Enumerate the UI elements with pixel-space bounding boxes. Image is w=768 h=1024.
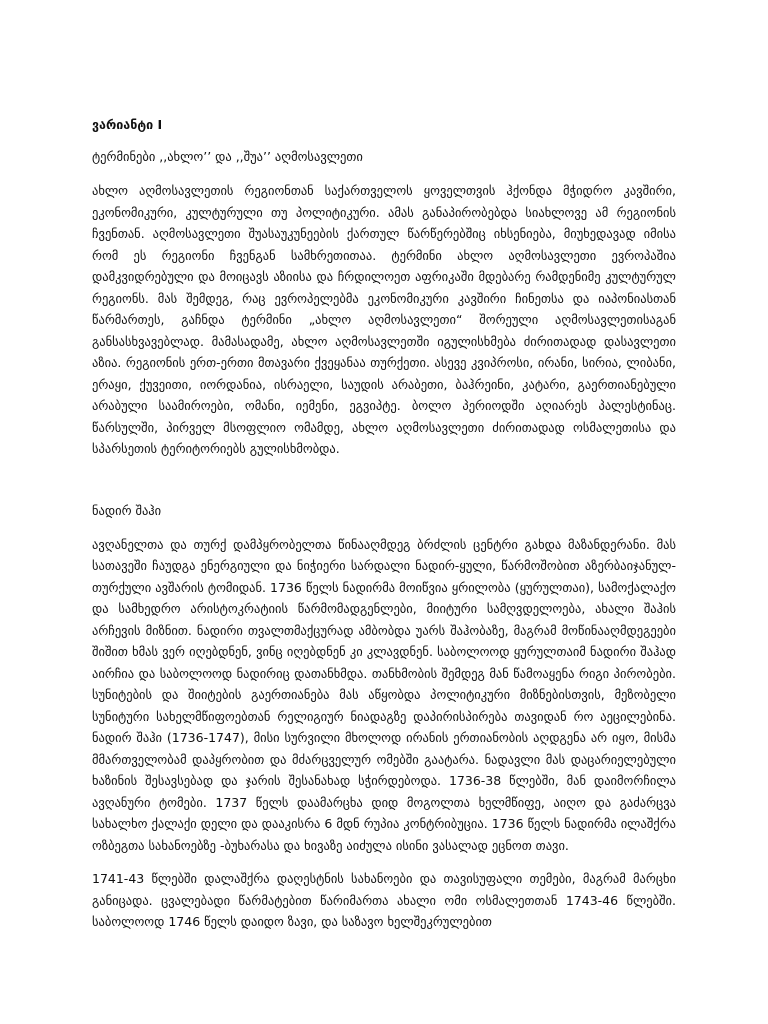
paragraph-nadir-shah-1: ავღანელთა და თურქ დამპყრობელთა წინააღმდეგ ბრძლის ცენტრი გახდა მაზანდერანი. მას სათავეში ჩაუდგა ენერგიული და ნიჭიერი სარდალი ნადირ-ყული, წარმოშობით აზერბაიჯანულ-თურქული ავშარის ტომიდან. 1736 წელს ნადირმა მოიწვია ყრილობა (ყურულთაი), სამოქალაქო და სამხედრო არისტოკრატიის წარმომადგენლები, მიიტური სამღვდელოება, ახალი შაჰის არჩევის მიზნით. ნადირი თვალთმაქცურად ამბობდა უარს შაჰობაზე, მაგრამ მოწინააღმდეგეები შიშით ხმას ვერ იღებდნენ, ვინც იღებდნენ კი კლავდნენ. საბოლოოდ ყურულთაიმ ნადირი შაჰად აირჩია და საბოლოოდ ნადირიც დათანხმდა. თანხმობის შემდეგ მან წამოაყენა რიგი პირობები. სუნიტების და შიიტების გაერთიანება მას აწყობდა პოლიტიკური მიზნებისთვის, მეზობელი სუნიტური სახელმწიფოებთან რელიგიურ ნიადაგზე დაპირისპირება თავიდან რო აეცილებინა. ნადირ შაჰი (1736-1747), მისი სურვილი მხოლოდ ირანის ერთიანობის აღდგენა არ იყო, მისმა მმართველობამ დაპყრობით და მძარცველურ ომებში გაატარა. ნადავლი მას დაცარიელებული ხაზინის შესავსებად და ჯარის შესანახად სჭირდებოდა. 1736-38 წლებში, მან დაიმორჩილა ავღანური ტომები. 1737 წელს დაამარცხა დიდ მოგოლთა ხელმწიფე, აიღო და გაძარცვა სახალხო ქალაქი დელი და დააკისრა 6 მდნ რუპია კონტრიბუცია. 1736 წელს ნადირმა ილაშქრა ოზბეგთა სახანოებზე -ბუხარასა და ხივაზე აიძულა ისინი ვასალად ეცნოთ თავი. <box>92 536 676 853</box>
spacer <box>92 856 676 868</box>
section-heading-nadir-shah: ნადირ შაჰი <box>92 502 162 518</box>
section-heading-terms: ტერმინები ,,ახლო’’ და ,,შუა’’ აღმოსავლეთი <box>92 149 363 164</box>
document-title: ვარიანტი I <box>92 117 163 132</box>
paragraph-near-east: ახლო აღმოსავლეთის რეგიონთან საქართველოს ყოველთვის ჰქონდა მჭიდრო კავშირი, ეკონომიკური, კულტურული თუ პოლიტიკური. ამას განაპირობებდა სიახლოვე ამ რეგიონის ჩვენთან. აღმოსავლეთი შუასაუკუნეების ქართულ წარწერებშიც იხსენიება, მიუხედავად იმისა რომ ეს რეგიონი ჩვენგან სამხრეთითაა. ტერმინი ახლო აღმოსავლეთი ევროპაშია დამკვიდრებული და მოიცავს აზიისა და ჩრდილოეთ აფრიკაში მდებარე რამდენიმე კულტურულ რეგიონს. მას შემდეგ, რაც ევროპელებმა ეკონომიკური კავშირი ჩინეთსა და იაპონიასთან წარმართეს, გაჩნდა ტერმინი „ახლო აღმოსავლეთი“ შორეული აღმოსავლეთისაგან განსასხვავებლად. მამასადამე, ახლო აღმოსავლეთში იგულისხმება ძირითადად დასავლეთი აზია. რეგიონის ერთ-ერთი მთავარი ქვეყანაა თურქეთი. ასევე კვიპროსი, ირანი, სირია, ლიბანი, ერაყი, ქუვეითი, იორდანია, ისრაელი, საუდის არაბეთი, ბაჰრეინი, კატარი, გაერთიანებული არაბული საამიროები, ომანი, იემენი, ეგვიპტე. ბოლო პერიოდში აღიარეს პალესტინაც. წარსულში, პირველ მსოფლიო ომამდე, ახლო აღმოსავლეთი ძირითადად ოსმალეთისა და სპარსეთის ტერიტორიებს გულისხმობდა. <box>92 183 676 456</box>
paragraph-nadir-shah-2: 1741-43 წლებში დალაშქრა დაღესტნის სახანოები და თავისუფალი თემები, მაგრამ მარცხი განიცადა. ცვალებადი წარმატებით წარიმართა ახალი ომი ოსმალეთთან 1743-46 წლებში. საბოლოოდ 1746 წელს დაიდო ზავი, და საზავო ხელშეკრულებით <box>92 871 676 929</box>
document-page <box>92 116 676 933</box>
spacer <box>92 460 676 502</box>
